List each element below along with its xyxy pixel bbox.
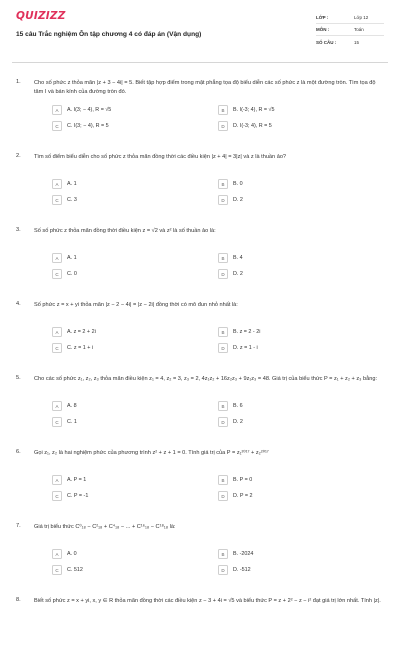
option-letter-box: A — [52, 253, 62, 263]
option-text: C. I(3; − 4), R = 5 — [67, 123, 109, 129]
meta-value: Toán — [354, 27, 364, 32]
question-text: Cho các số phức z₁, z₂, z₃ thỏa mãn điều kiện z₁ = 4, z₂ = 3, z₃ = 2, 4z₁z₂ + 16z₂z₃ + 9z₁z₃ = 48. Giá trị của biểu thức P = z₁ + z₂ + z₃ bằng: — [34, 376, 378, 382]
option-b[interactable] — [218, 475, 384, 485]
option-letter-box: A — [52, 401, 62, 411]
option-text: D. -512 — [233, 567, 251, 573]
option-letter-box: A — [52, 327, 62, 337]
question-number: 7. — [16, 523, 21, 529]
option-c[interactable] — [52, 121, 218, 131]
option-text: A. 8 — [67, 403, 77, 409]
meta-row-count — [316, 36, 384, 48]
option-text: B. -2024 — [233, 551, 254, 557]
option-text: A. I(3; − 4), R = √5 — [67, 107, 112, 113]
option-text: D. I(-3; 4), R = 5 — [233, 123, 272, 129]
option-letter-box: D — [218, 565, 228, 575]
option-text: D. 2 — [233, 197, 243, 203]
option-text: B. z = 2 - 2i — [233, 329, 261, 335]
question-item — [16, 581, 384, 655]
option-letter-box: C — [52, 343, 62, 353]
option-b[interactable] — [218, 549, 384, 559]
option-d[interactable] — [218, 565, 384, 575]
option-a[interactable] — [52, 105, 218, 115]
question-number: 4. — [16, 301, 21, 307]
question-text: Giá trị biểu thức C⁰₁₈ − C²₁₈ + C⁴₁₈ − ... + C¹⁶₁₈ − C¹⁸₁₈ là: — [34, 524, 176, 530]
meta-label: LỚP : — [316, 15, 329, 20]
option-letter-box: A — [52, 105, 62, 115]
option-text: B. 0 — [233, 181, 243, 187]
option-c[interactable] — [52, 195, 218, 205]
question-item — [16, 137, 384, 211]
option-letter-box: C — [52, 195, 62, 205]
question-list — [0, 63, 400, 655]
option-text: A. 1 — [67, 181, 77, 187]
option-a[interactable] — [52, 179, 218, 189]
document-header — [0, 0, 400, 62]
option-letter-box: D — [218, 491, 228, 501]
option-d[interactable] — [218, 343, 384, 353]
answer-options — [52, 401, 384, 427]
option-text: A. P = 1 — [67, 477, 87, 483]
question-text: Cho số phức z thỏa mãn |z + 3 − 4i| = 5. Biết tập hợp điểm trong mặt phẳng tọa độ biểu diễn các số phức z là một đường tròn. Tìm tọa độ tâm I và bán kính của đường tròn đó. — [34, 80, 376, 95]
question-number: 3. — [16, 227, 21, 233]
option-d[interactable] — [218, 417, 384, 427]
answer-options — [52, 253, 384, 279]
answer-options — [52, 105, 384, 131]
option-b[interactable] — [218, 179, 384, 189]
document-title: 15 câu Trắc nghiệm Ôn tập chương 4 có đáp án (Vận dụng) — [16, 31, 202, 38]
option-letter-box: B — [218, 549, 228, 559]
option-b[interactable] — [218, 105, 384, 115]
option-letter-box: D — [218, 195, 228, 205]
option-a[interactable] — [52, 475, 218, 485]
question-item — [16, 63, 384, 137]
option-d[interactable] — [218, 121, 384, 131]
option-a[interactable] — [52, 549, 218, 559]
option-text: D. 2 — [233, 419, 243, 425]
option-letter-box: B — [218, 105, 228, 115]
option-letter-box: D — [218, 417, 228, 427]
question-text: Tìm số điểm biểu diễn cho số phức z thỏa mãn đồng thời các điều kiện |z + 4| = 3|z| và z là thuần ảo? — [34, 154, 287, 160]
option-c[interactable] — [52, 491, 218, 501]
option-b[interactable] — [218, 327, 384, 337]
option-text: B. 4 — [233, 255, 243, 261]
question-item — [16, 285, 384, 359]
answer-options — [52, 179, 384, 205]
option-letter-box: B — [218, 179, 228, 189]
question-number: 8. — [16, 597, 21, 603]
option-c[interactable] — [52, 343, 218, 353]
option-d[interactable] — [218, 491, 384, 501]
option-c[interactable] — [52, 269, 218, 279]
question-item — [16, 507, 384, 581]
question-number: 5. — [16, 375, 21, 381]
option-text: C. z = 1 + i — [67, 345, 94, 351]
question-number: 2. — [16, 153, 21, 159]
option-letter-box: C — [52, 269, 62, 279]
option-text: A. 0 — [67, 551, 77, 557]
option-c[interactable] — [52, 417, 218, 427]
option-letter-box: C — [52, 565, 62, 575]
meta-value: Lớp 12 — [354, 15, 369, 20]
option-text: C. P = -1 — [67, 493, 89, 499]
option-text: A. z = 2 + 2i — [67, 329, 96, 335]
option-a[interactable] — [52, 327, 218, 337]
option-a[interactable] — [52, 401, 218, 411]
option-letter-box: B — [218, 253, 228, 263]
question-text: Số phức z = x + yi thỏa mãn |z − 2 − 4i| = |z − 2i| đồng thời có mô đun nhỏ nhất là: — [34, 302, 238, 308]
option-a[interactable] — [52, 253, 218, 263]
option-letter-box: B — [218, 475, 228, 485]
option-letter-box: A — [52, 179, 62, 189]
option-letter-box: C — [52, 491, 62, 501]
meta-value: 15 — [354, 39, 360, 45]
meta-label: MÔN : — [316, 27, 330, 32]
answer-options — [52, 327, 384, 353]
option-text: D. 2 — [233, 271, 243, 277]
option-letter-box: B — [218, 401, 228, 411]
option-letter-box: A — [52, 549, 62, 559]
option-text: C. 3 — [67, 197, 77, 203]
answer-options — [52, 475, 384, 501]
question-text: Biết số phức z = x + yi, x, y ∈ R thỏa mãn đồng thời các điều kiện z − 3 + 4i = √5 và biểu thức P = z + 2² − z − i² đạt giá trị lớn nhất. Tính |z|. — [34, 598, 381, 604]
question-item — [16, 359, 384, 433]
option-letter-box: D — [218, 343, 228, 353]
option-text: B. P = 0 — [233, 477, 253, 483]
question-number: 6. — [16, 449, 21, 455]
option-letter-box: A — [52, 475, 62, 485]
meta-label: SỐ CÂU : — [316, 39, 337, 45]
option-d[interactable] — [218, 195, 384, 205]
option-text: C. 1 — [67, 419, 77, 425]
option-c[interactable] — [52, 565, 218, 575]
question-item — [16, 211, 384, 285]
question-text: Gọi z₁, z₂ là hai nghiệm phức của phương trình z² + z + 1 = 0. Tính giá trị của P = z₁²⁰¹⁷ + z₂²⁰¹⁷ — [34, 450, 269, 456]
question-number: 1. — [16, 79, 21, 85]
option-text: B. I(-3; 4), R = √5 — [233, 107, 275, 113]
option-text: D. z = 1 - i — [233, 345, 258, 351]
question-text: Số số phức z thỏa mãn đồng thời điều kiện z = √2 và z² là số thuần ảo là: — [34, 228, 216, 234]
option-letter-box: D — [218, 269, 228, 279]
option-d[interactable] — [218, 269, 384, 279]
option-letter-box: D — [218, 121, 228, 131]
option-text: A. 1 — [67, 255, 77, 261]
quizizz-logo: QUIZIZZ — [16, 10, 66, 22]
option-letter-box: C — [52, 417, 62, 427]
option-b[interactable] — [218, 401, 384, 411]
option-letter-box: C — [52, 121, 62, 131]
meta-row-subject — [316, 24, 384, 36]
meta-table — [316, 12, 384, 48]
option-text: B. 6 — [233, 403, 243, 409]
meta-row-class — [316, 12, 384, 24]
question-item — [16, 433, 384, 507]
option-letter-box: B — [218, 327, 228, 337]
option-text: D. P = 2 — [233, 493, 253, 499]
answer-options — [52, 549, 384, 575]
option-text: C. 512 — [67, 567, 83, 573]
option-b[interactable] — [218, 253, 384, 263]
option-text: C. 0 — [67, 271, 77, 277]
